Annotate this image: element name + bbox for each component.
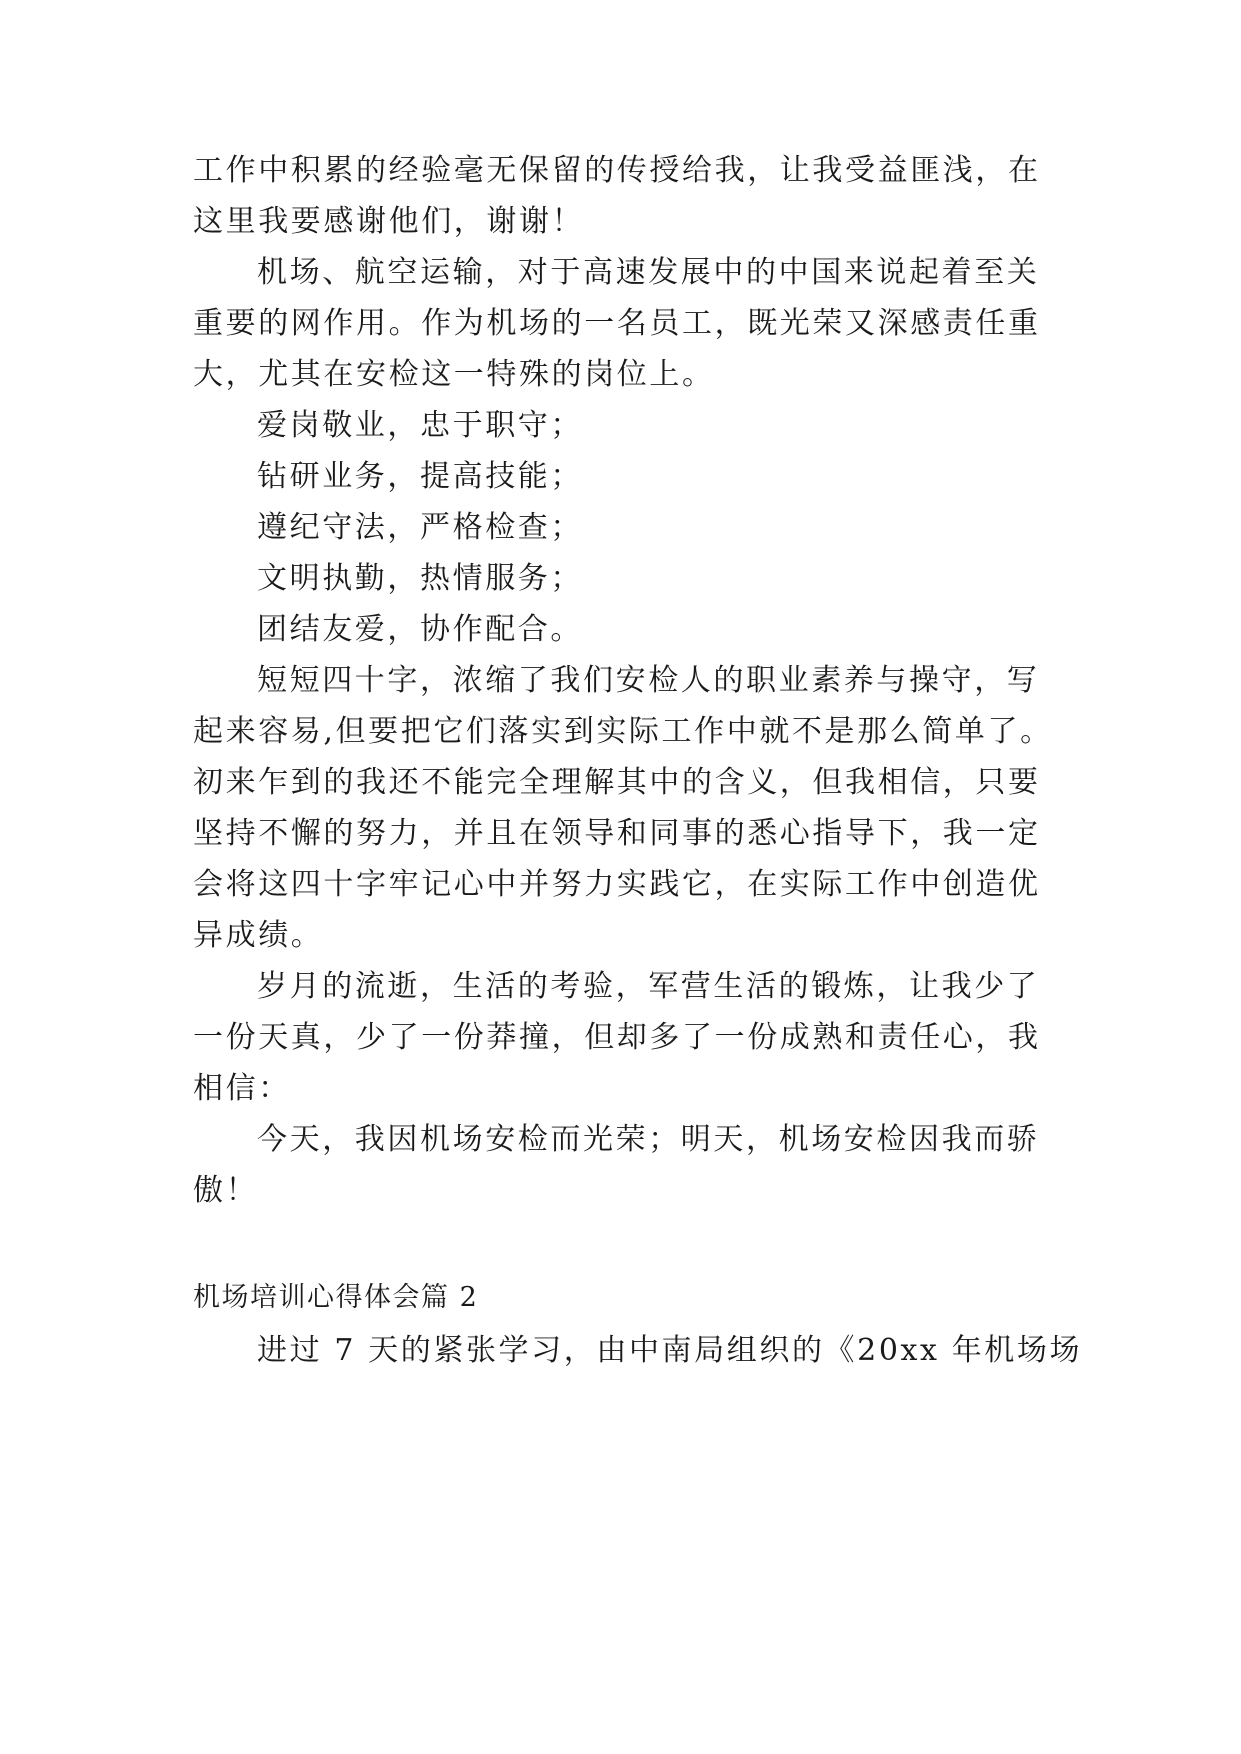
paragraph-line: 一份天真，少了一份莽撞，但却多了一份成熟和责任心，我 [193, 1020, 1041, 1055]
motto-line: 团结友爱，协作配合。 [257, 612, 583, 647]
paragraph-line: 大，尤其在安检这一特殊的岗位上。 [193, 357, 715, 392]
paragraph-line: 坚持不懈的努力，并且在领导和同事的悉心指导下，我一定 [193, 816, 1041, 851]
motto-line: 爱岗敬业，忠于职守； [257, 408, 583, 443]
paragraph-line: 岁月的流逝，生活的考验，军营生活的锻炼，让我少了 [257, 969, 1040, 1004]
paragraph-line: 工作中积累的经验毫无保留的传授给我，让我受益匪浅，在 [193, 153, 1041, 188]
paragraph-line: 初来乍到的我还不能完全理解其中的含义，但我相信，只要 [193, 765, 1041, 800]
paragraph-line: 异成绩。 [193, 918, 324, 953]
paragraph-line: 相信： [193, 1071, 291, 1106]
paragraph-line: 起来容易,但要把它们落实到实际工作中就不是那么简单了。 [193, 714, 1053, 749]
paragraph-line: 机场、航空运输，对于高速发展中的中国来说起着至关 [257, 255, 1040, 290]
motto-line: 遵纪守法，严格检查； [257, 510, 583, 545]
paragraph-line: 会将这四十字牢记心中并努力实践它，在实际工作中创造优 [193, 867, 1041, 902]
paragraph-line: 重要的网作用。作为机场的一名员工，既光荣又深感责任重 [193, 306, 1041, 341]
motto-line: 文明执勤，热情服务； [257, 561, 583, 596]
section-title: 机场培训心得体会篇 2 [193, 1282, 479, 1313]
paragraph-line: 今天，我因机场安检而光荣；明天，机场安检因我而骄 [257, 1122, 1040, 1157]
paragraph-line: 这里我要感谢他们，谢谢！ [193, 204, 585, 239]
paragraph-line: 短短四十字，浓缩了我们安检人的职业素养与操守，写 [257, 663, 1040, 698]
paragraph-line: 进过 7 天的紧张学习，由中南局组织的《20xx 年机场场 [257, 1333, 1083, 1368]
motto-line: 钻研业务，提高技能； [257, 459, 583, 494]
paragraph-line: 傲！ [193, 1173, 259, 1208]
